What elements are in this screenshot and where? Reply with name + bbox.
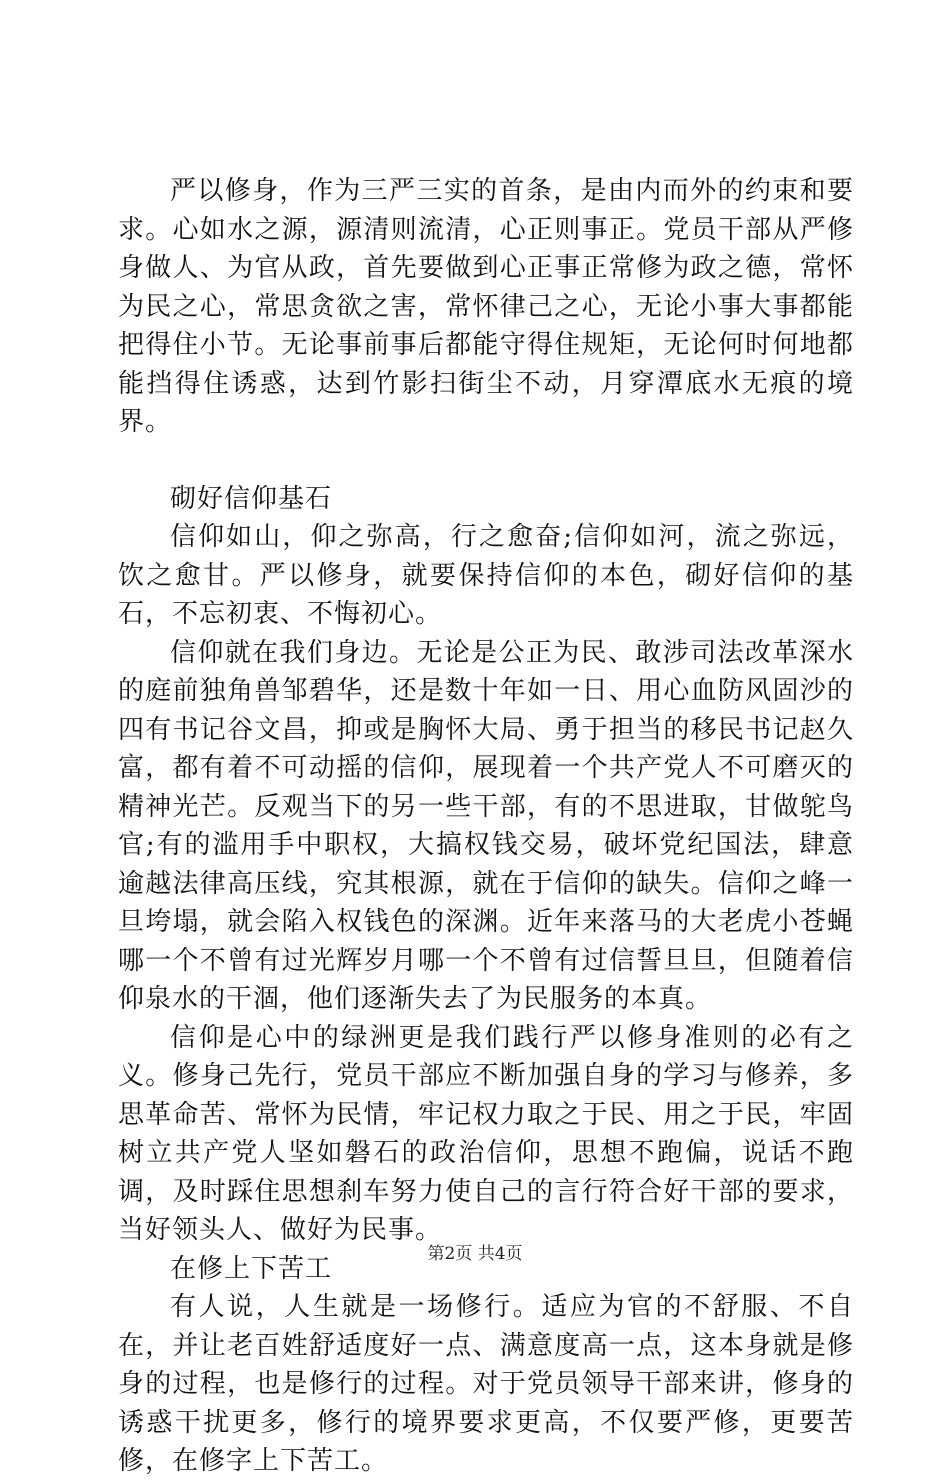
section-heading-practice: 在修上下苦工	[170, 1253, 333, 1284]
page-number-footer: 第2页 共4页	[427, 1244, 523, 1264]
paragraph-faith-examples: 信仰就在我们身边。无论是公正为民、敢涉司法改革深水的庭前独角兽邹碧华，还是数十年如一日、用心血防风固沙的四有书记谷文昌，抑或是胸怀大局、勇于担当的移民书记赵久富，都有着不可动摇的信仰，展现着一个共产党人不可磨灭的精神光芒。反观当下的另一些干部，有的不思进取，甘做鸵鸟官;有的滥用手中职权，大搞权钱交易，破坏党纪国法，肆意逾越法律高压线，究其根源，就在于信仰的缺失。信仰之峰一旦垮塌，就会陷入权钱色的深渊。近年来落马的大老虎小苍蝇哪一个不曾有过光辉岁月哪一个不曾有过信誓旦旦，但随着信仰泉水的干涸，他们逐渐失去了为民服务的本真。	[118, 637, 854, 1014]
paragraph-faith-oasis: 信仰是心中的绿洲更是我们践行严以修身准则的必有之义。修身己先行，党员干部应不断加强自身的学习与修养，多思革命苦、常怀为民情，牢记权力取之于民、用之于民，牢固树立共产党人坚如磐石的政治信仰，思想不跑偏，说话不跑调，及时踩住思想刹车努力使自己的言行符合好干部的要求，当好领头人、做好为民事。	[118, 1022, 854, 1245]
section-heading-faith: 砌好信仰基石	[170, 483, 333, 514]
paragraph-faith-intro: 信仰如山，仰之弥高，行之愈奋;信仰如河，流之弥远，饮之愈甘。严以修身，就要保持信仰的本色，砌好信仰的基石，不忘初衷、不悔初心。	[118, 522, 854, 629]
document-body	[118, 172, 854, 1481]
paragraph-spacer	[118, 442, 854, 480]
paragraph-practice: 有人说，人生就是一场修行。适应为官的不舒服、不自在，并让老百姓舒适度好一点、满意度高一点，这本身就是修身的过程，也是修行的过程。对于党员领导干部来讲，修身的诱惑干扰更多，修行的境界要求更高，不仅要严修，更要苦修，在修字上下苦工。	[118, 1292, 854, 1476]
paragraph-intro: 严以修身，作为三严三实的首条，是由内而外的约束和要求。心如水之源，源清则流清，心正则事正。党员干部从严修身做人、为官从政，首先要做到心正事正常修为政之德，常怀为民之心，常思贪欲之害，常怀律己之心，无论小事大事都能把得住小节。无论事前事后都能守得住规矩，无论何时何地都能挡得住诱惑，达到竹影扫街尘不动，月穿潭底水无痕的境界。	[118, 176, 854, 437]
